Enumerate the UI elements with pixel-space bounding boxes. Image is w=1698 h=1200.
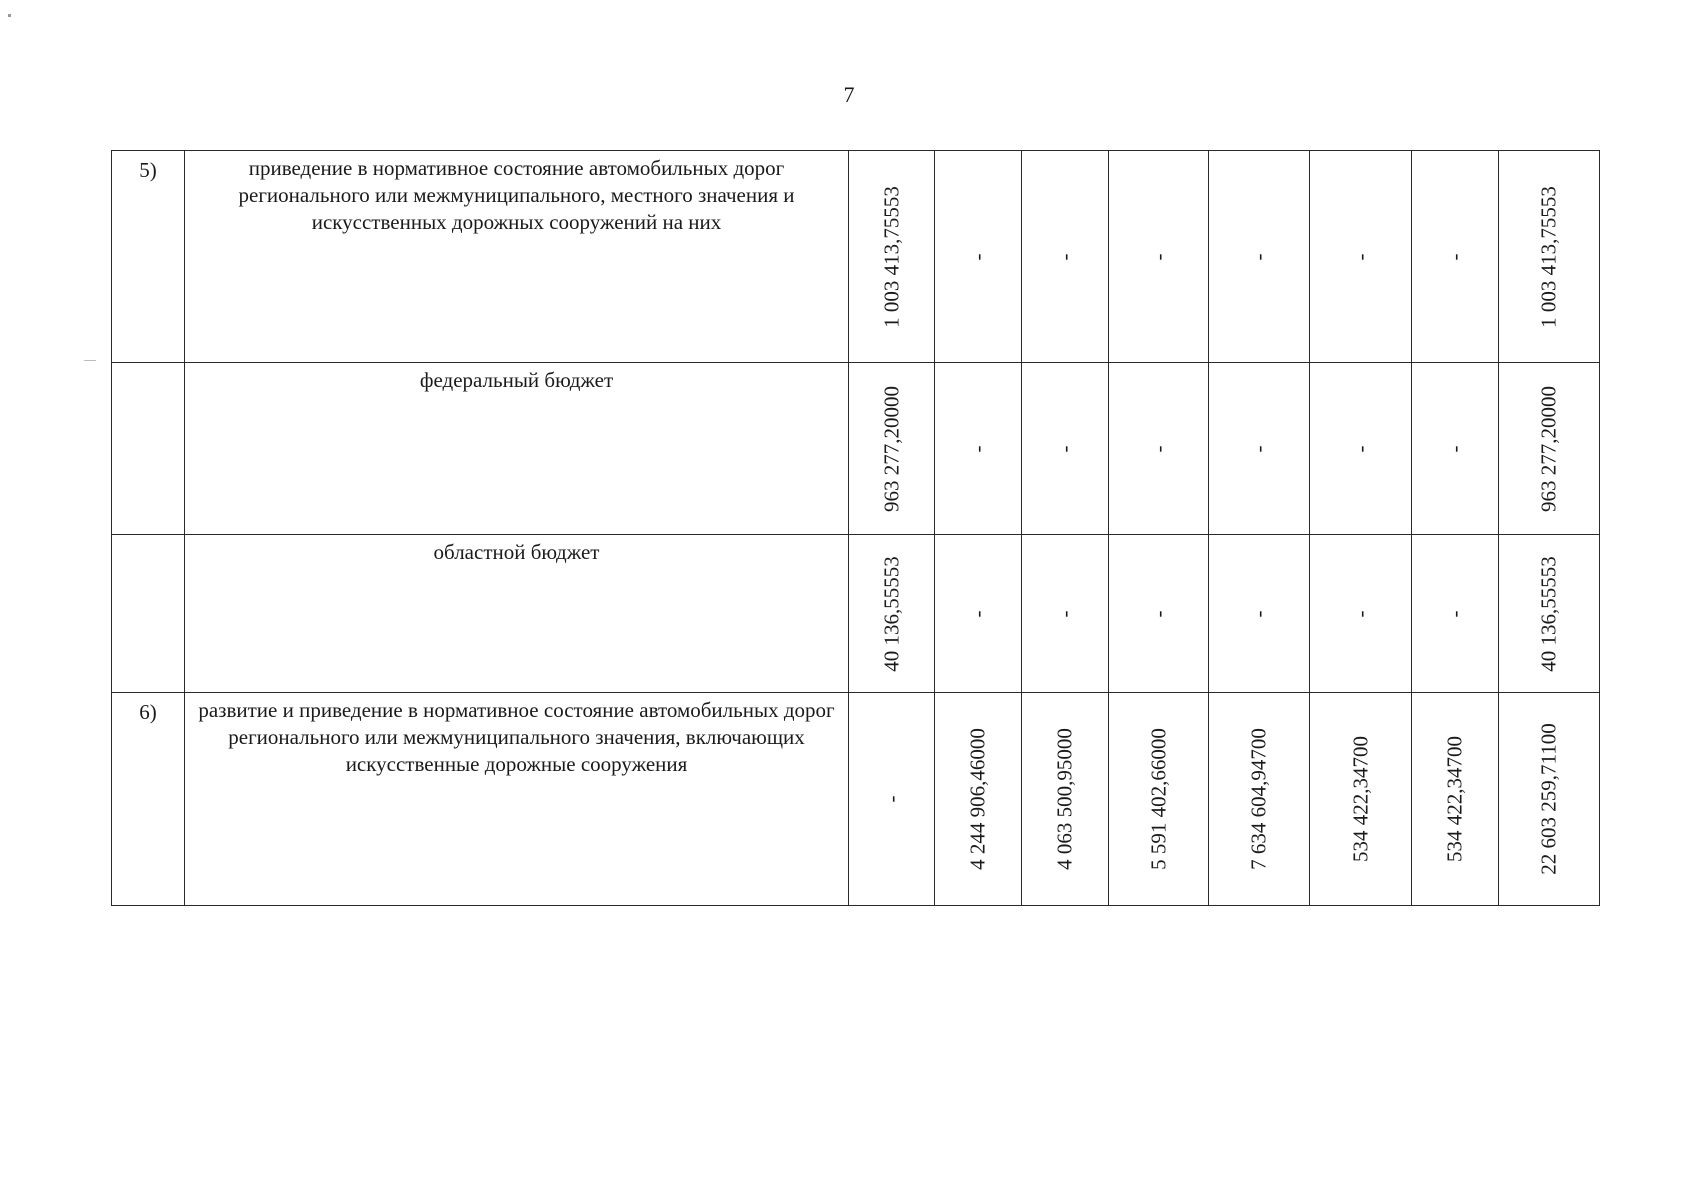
- row-number: [112, 363, 185, 535]
- value-text: -: [879, 795, 903, 803]
- row-description: приведение в нормативное состояние автомобильных дорог регионального или межмуниципального, местного значения и искусственных дорожных сооружений на них: [185, 151, 849, 363]
- value-cell: [1310, 151, 1412, 363]
- value-text: 22 603 259,71100: [1536, 723, 1561, 875]
- value-cell: [1209, 693, 1310, 906]
- value-text: 534 422,34700: [1348, 736, 1372, 862]
- value-cell: [1109, 363, 1209, 535]
- value-cell: [1499, 535, 1600, 693]
- value-text: 40 136,55553: [879, 555, 903, 672]
- value-text: 1 003 413,75553: [879, 185, 903, 328]
- value-cell: [1022, 363, 1109, 535]
- row-number: [112, 535, 185, 693]
- value-text: -: [1146, 610, 1170, 617]
- value-text: -: [1442, 445, 1467, 452]
- value-cell: [1209, 363, 1310, 535]
- table-body: [112, 151, 1600, 906]
- value-text: 40 136,55553: [1536, 555, 1561, 672]
- value-cell: [849, 151, 935, 363]
- value-cell: [1499, 151, 1600, 363]
- value-text: 4 244 906,46000: [965, 728, 990, 870]
- value-text: 7 634 604,94700: [1246, 728, 1271, 870]
- value-cell: [1109, 693, 1209, 906]
- value-cell: [1412, 693, 1499, 906]
- value-cell: [1310, 693, 1412, 906]
- value-text: -: [1442, 253, 1467, 260]
- value-cell: [1022, 151, 1109, 363]
- value-text: -: [1348, 610, 1372, 617]
- table-row: [112, 693, 1600, 906]
- value-text: 534 422,34700: [1442, 736, 1467, 862]
- value-text: -: [965, 445, 990, 452]
- value-text: -: [1442, 610, 1467, 617]
- table-row: [112, 363, 1600, 535]
- value-cell: [1412, 535, 1499, 693]
- value-text: -: [1246, 445, 1271, 452]
- value-cell: [1022, 535, 1109, 693]
- value-cell: [1109, 535, 1209, 693]
- value-cell: [1499, 363, 1600, 535]
- budget-table: [111, 150, 1600, 906]
- value-cell: [1209, 535, 1310, 693]
- value-cell: [1310, 535, 1412, 693]
- value-text: 963 277,20000: [879, 385, 903, 512]
- value-cell: [935, 363, 1022, 535]
- value-text: -: [1246, 253, 1271, 260]
- row-number: 6): [112, 693, 185, 906]
- value-text: 4 063 500,95000: [1052, 728, 1077, 870]
- value-cell: [935, 535, 1022, 693]
- value-text: 963 277,20000: [1536, 385, 1561, 512]
- value-text: -: [1052, 610, 1077, 617]
- table-row: [112, 535, 1600, 693]
- value-text: -: [965, 610, 990, 617]
- value-text: -: [1052, 253, 1077, 260]
- value-cell: [1109, 151, 1209, 363]
- value-cell: [849, 363, 935, 535]
- value-text: -: [1146, 445, 1170, 452]
- value-cell: [1499, 693, 1600, 906]
- value-text: -: [1052, 445, 1077, 452]
- value-text: -: [1146, 253, 1170, 260]
- value-text: -: [1246, 610, 1271, 617]
- value-cell: [849, 693, 935, 906]
- value-cell: [1310, 363, 1412, 535]
- row-description: развитие и приведение в нормативное состояние автомобильных дорог регионального или межмуниципального значения, включающих искусственные дорожные сооружения: [185, 693, 849, 906]
- value-text: -: [1348, 445, 1372, 452]
- value-cell: [1412, 363, 1499, 535]
- value-cell: [1022, 693, 1109, 906]
- value-cell: [935, 151, 1022, 363]
- value-text: -: [1348, 253, 1372, 260]
- value-cell: [849, 535, 935, 693]
- value-cell: [935, 693, 1022, 906]
- scan-artifact: [8, 14, 11, 17]
- value-cell: [1412, 151, 1499, 363]
- row-description: федеральный бюджет: [185, 363, 849, 535]
- value-text: 1 003 413,75553: [1536, 185, 1561, 328]
- scan-artifact-line: [84, 360, 96, 361]
- value-text: 5 591 402,66000: [1146, 728, 1170, 870]
- value-cell: [1209, 151, 1310, 363]
- value-text: -: [965, 253, 990, 260]
- page-number: 7: [843, 82, 855, 107]
- row-number: 5): [112, 151, 185, 363]
- row-description: областной бюджет: [185, 535, 849, 693]
- table-row: [112, 151, 1600, 363]
